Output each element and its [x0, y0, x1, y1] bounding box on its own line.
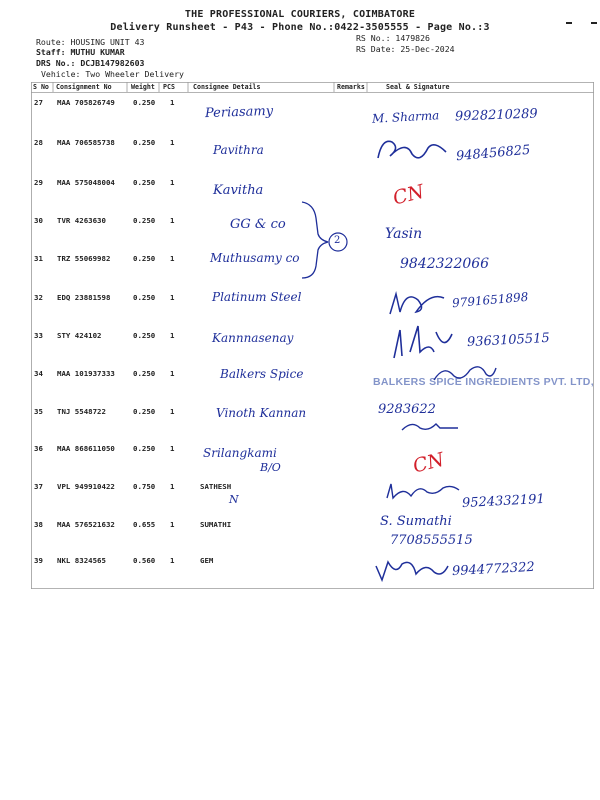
serial-number: 33 [34, 331, 43, 340]
consignment-number: MAA 705826749 [57, 98, 115, 107]
pieces: 1 [170, 293, 175, 302]
serial-number: 37 [34, 482, 43, 491]
brace-mark [300, 200, 360, 280]
serial-number: 30 [34, 216, 43, 225]
handwritten-phone: 9928210289 [454, 106, 538, 125]
serial-number: 29 [34, 178, 43, 187]
rs-number: RS No.: 1479826 [356, 33, 430, 43]
signature: S. Sumathi [380, 514, 452, 529]
consignment-number: TNJ 5548722 [57, 407, 106, 416]
serial-number: 34 [34, 369, 43, 378]
runsheet-subtitle: Delivery Runsheet - P43 - Phone No.:0422-3505555 - Page No.:3 [110, 22, 490, 33]
consignment-number: TVR 4263630 [57, 216, 106, 225]
company-title: THE PROFESSIONAL COURIERS, COIMBATORE [184, 9, 416, 20]
staff-label: Staff: MUTHU KUMAR [36, 47, 125, 57]
signature: M. Sharma [371, 108, 440, 126]
cn-mark: CN [410, 448, 447, 478]
signature-scribble [398, 418, 468, 434]
serial-number: 38 [34, 520, 43, 529]
weight: 0.250 [133, 293, 156, 302]
vehicle-label: Vehicle: Two Wheeler Delivery [41, 69, 184, 79]
pieces: 1 [170, 444, 175, 453]
weight: 0.250 [133, 444, 156, 453]
consignee-name: SATHESH [200, 482, 232, 491]
col-header-weight: Weight [131, 83, 155, 91]
cn-mark: CN [390, 180, 427, 210]
weight: 0.250 [133, 254, 156, 263]
weight: 0.250 [133, 178, 156, 187]
consignment-number: MAA 868611050 [57, 444, 115, 453]
rs-date: RS Date: 25-Dec-2024 [356, 44, 455, 54]
corner-mark [591, 22, 597, 24]
handwritten-phone: 9283622 [378, 402, 436, 417]
consignment-number: MAA 575048004 [57, 178, 115, 187]
serial-number: 39 [34, 556, 43, 565]
handwritten-mark: N [229, 493, 239, 506]
table-row [0, 516, 600, 556]
handwritten-name: Balkers Spice [220, 367, 304, 381]
handwritten-phone: 9363105515 [466, 330, 551, 351]
pieces: 1 [170, 254, 175, 263]
weight: 0.750 [133, 482, 156, 491]
pieces: 1 [170, 369, 175, 378]
weight: 0.560 [133, 556, 156, 565]
serial-number: 31 [34, 254, 43, 263]
consignment-number: TRZ 55069982 [57, 254, 111, 263]
weight: 0.250 [133, 331, 156, 340]
consignment-number: NKL 8324565 [57, 556, 106, 565]
handwritten-name: GG & co [230, 217, 286, 232]
consignment-number: EDQ 23881598 [57, 293, 111, 302]
pieces: 1 [170, 178, 175, 187]
handwritten-name: Platinum Steel [212, 290, 302, 304]
signature-scribble [383, 480, 463, 502]
col-header-sno: S No [33, 83, 49, 91]
handwritten-phone: 9944772322 [451, 559, 536, 580]
weight: 0.250 [133, 407, 156, 416]
serial-number: 32 [34, 293, 43, 302]
pieces: 1 [170, 520, 175, 529]
circled-number: 2 [334, 235, 341, 246]
pieces: 1 [170, 138, 175, 147]
serial-number: 28 [34, 138, 43, 147]
handwritten-name: Pavithra [213, 143, 264, 157]
weight: 0.655 [133, 520, 156, 529]
handwritten-phone: 948456825 [455, 142, 531, 165]
pieces: 1 [170, 331, 175, 340]
weight: 0.250 [133, 138, 156, 147]
pieces: 1 [170, 556, 175, 565]
signature-scribble [390, 322, 460, 362]
col-header-remarks: Remarks [337, 83, 365, 91]
consignee-name: GEM [200, 556, 214, 565]
consignee-name: SUMATHI [200, 520, 232, 529]
consignment-number: MAA 706585738 [57, 138, 115, 147]
signature-scribble [372, 134, 452, 170]
signature: Yasin [385, 226, 423, 242]
weight: 0.250 [133, 369, 156, 378]
pieces: 1 [170, 482, 175, 491]
handwritten-name: Srilangkami [203, 446, 277, 460]
signature-scribble [430, 362, 500, 384]
consignment-number: STY 424102 [57, 331, 102, 340]
drs-label: DRS No.: DCJB147982603 [36, 58, 145, 68]
pieces: 1 [170, 98, 175, 107]
handwritten-phone: 9524332191 [461, 491, 546, 512]
handwritten-phone: 9842322066 [400, 256, 490, 272]
handwritten-name: Kannnasenay [212, 331, 294, 345]
handwritten-name: Periasamy [204, 103, 274, 122]
handwritten-name: B/O [260, 461, 281, 474]
signature-scribble [386, 288, 450, 318]
col-header-consignee: Consignee Details [193, 83, 261, 91]
pieces: 1 [170, 216, 175, 225]
corner-mark [566, 22, 572, 24]
handwritten-name: Kavitha [213, 183, 264, 198]
serial-number: 35 [34, 407, 43, 416]
company-stamp: BALKERS SPICE INGREDIENTS PVT. LTD, [373, 376, 594, 388]
weight: 0.250 [133, 98, 156, 107]
col-header-signature: Seal & Signature [386, 83, 450, 91]
route-label: Route: HOUSING UNIT 43 [36, 37, 145, 47]
handwritten-phone: 9791651898 [451, 289, 529, 311]
handwritten-phone: 7708555515 [390, 533, 473, 548]
consignment-number: MAA 576521632 [57, 520, 115, 529]
handwritten-name: Vinoth Kannan [216, 406, 307, 420]
col-header-consignment: Consignment No [56, 83, 112, 91]
pieces: 1 [170, 407, 175, 416]
consignment-number: VPL 949910422 [57, 482, 115, 491]
serial-number: 27 [34, 98, 43, 107]
serial-number: 36 [34, 444, 43, 453]
table-row [0, 440, 600, 480]
consignment-number: MAA 101937333 [57, 369, 115, 378]
handwritten-name: Muthusamy co [210, 251, 300, 265]
col-header-pcs: PCS [163, 83, 175, 91]
weight: 0.250 [133, 216, 156, 225]
signature-scribble [372, 556, 452, 584]
